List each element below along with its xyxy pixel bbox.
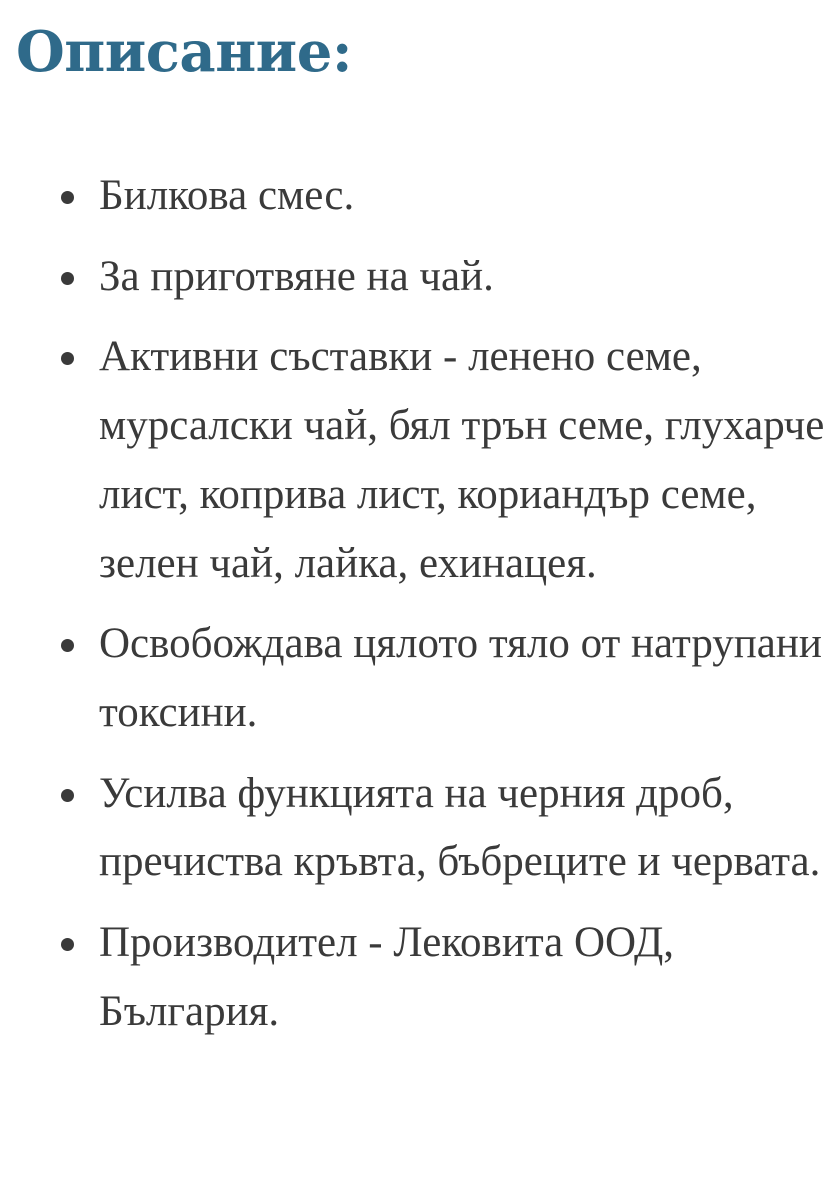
list-item [16, 243, 831, 312]
section-heading: Описание: [16, 19, 353, 85]
list-item-text: Усилва функцията на черния дроб, пречиства кръвта, бъбреците и червата. [99, 769, 821, 886]
bullet-icon [61, 191, 74, 204]
bullet-icon [61, 789, 74, 802]
list-item [16, 610, 831, 747]
bullet-icon [61, 938, 74, 951]
bullet-icon [61, 639, 74, 652]
list-item-text: Производител - Лековита ООД, България. [99, 919, 675, 1035]
list-item-text: Активни съставки - ленено семе, мурсалски чай, бял трън семе, глухарче лист, коприва лист, кориандър семе, зелен чай, лайка, ехинацея. [99, 333, 825, 587]
list-item [16, 760, 831, 897]
list-item [16, 162, 831, 231]
list-item [16, 909, 831, 1046]
bullet-icon [61, 272, 74, 285]
list-item-text: Освобождава цялото тяло от натрупани токсини. [99, 620, 822, 736]
list-item-text: За приготвяне на чай. [99, 252, 494, 300]
list-item [16, 323, 831, 598]
list-item-text: Билкова смес. [99, 172, 355, 219]
bullet-icon [61, 352, 74, 365]
product-description-section [16, 0, 831, 1058]
description-list [16, 162, 831, 1046]
